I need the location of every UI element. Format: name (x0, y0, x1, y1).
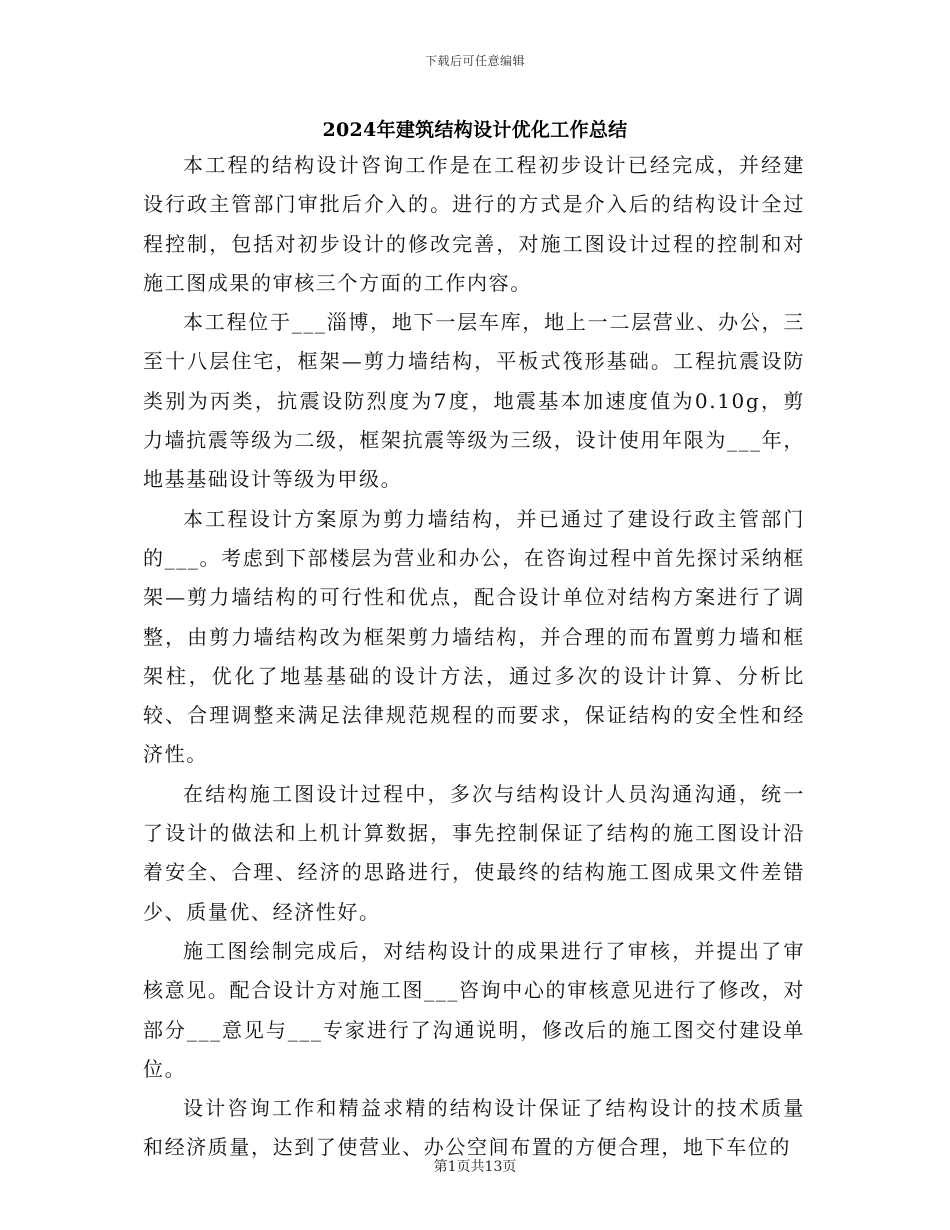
paragraph-3: 本工程设计方案原为剪力墙结构，并已通过了建设行政主管部门的___。考虑到下部楼层为营业和办公，在咨询过程中首先探讨采纳框架—剪力墙结构的可行性和优点，配合设计单位对结构方案进行了调整，由剪力墙结构改为框架剪力墙结构，并合理的而布置剪力墙和框架柱，优化了地基基础的设计方法，通过多次的设计计算、分析比较、合理调整来满足法律规范规程的而要求，保证结构的安全性和经济性。 (143, 506, 805, 767)
header-note: 下载后可任意编辑 (424, 54, 525, 68)
paragraph-4: 在结构施工图设计过程中，多次与结构设计人员沟通沟通，统一了设计的做法和上机计算数据，事先控制保证了结构的施工图设计沿着安全、合理、经济的思路进行，使最终的结构施工图成果文件差错少、质量优、经济性好。 (143, 781, 805, 924)
paragraph-1: 本工程的结构设计咨询工作是在工程初步设计已经完成，并经建设行政主管部门审批后介入的。进行的方式是介入后的结构设计全过程控制，包括对初步设计的修改完善，对施工图设计过程的控制和对施工图成果的审核三个方面的工作内容。 (143, 153, 805, 295)
page-footer: 第1页共13页 (433, 1159, 517, 1175)
paragraph-5: 施工图绘制完成后，对结构设计的成果进行了审核，并提出了审核意见。配合设计方对施工图___咨询中心的审核意见进行了修改，对部分___意见与___专家进行了沟通说明，修改后的施工图交付建设单位。 (143, 938, 805, 1081)
paragraph-2: 本工程位于___淄博，地下一层车库，地上一二层营业、办公，三至十八层住宅，框架—剪力墙结构，平板式筏形基础。工程抗震设防类别为丙类，抗震设防烈度为7度，地震基本加速度值为0.10g，剪力墙抗震等级为二级，框架抗震等级为三级，设计使用年限为___年，地基基础设计等级为甲级。 (143, 310, 805, 492)
paragraph-6: 设计咨询工作和精益求精的结构设计保证了结构设计的技术质量和经济质量，达到了使营业、办公空间布置的方便合理，地下车位的 (143, 1096, 805, 1160)
document-body (143, 146, 805, 1168)
document-title: 2024年建筑结构设计优化工作总结 (322, 119, 628, 141)
